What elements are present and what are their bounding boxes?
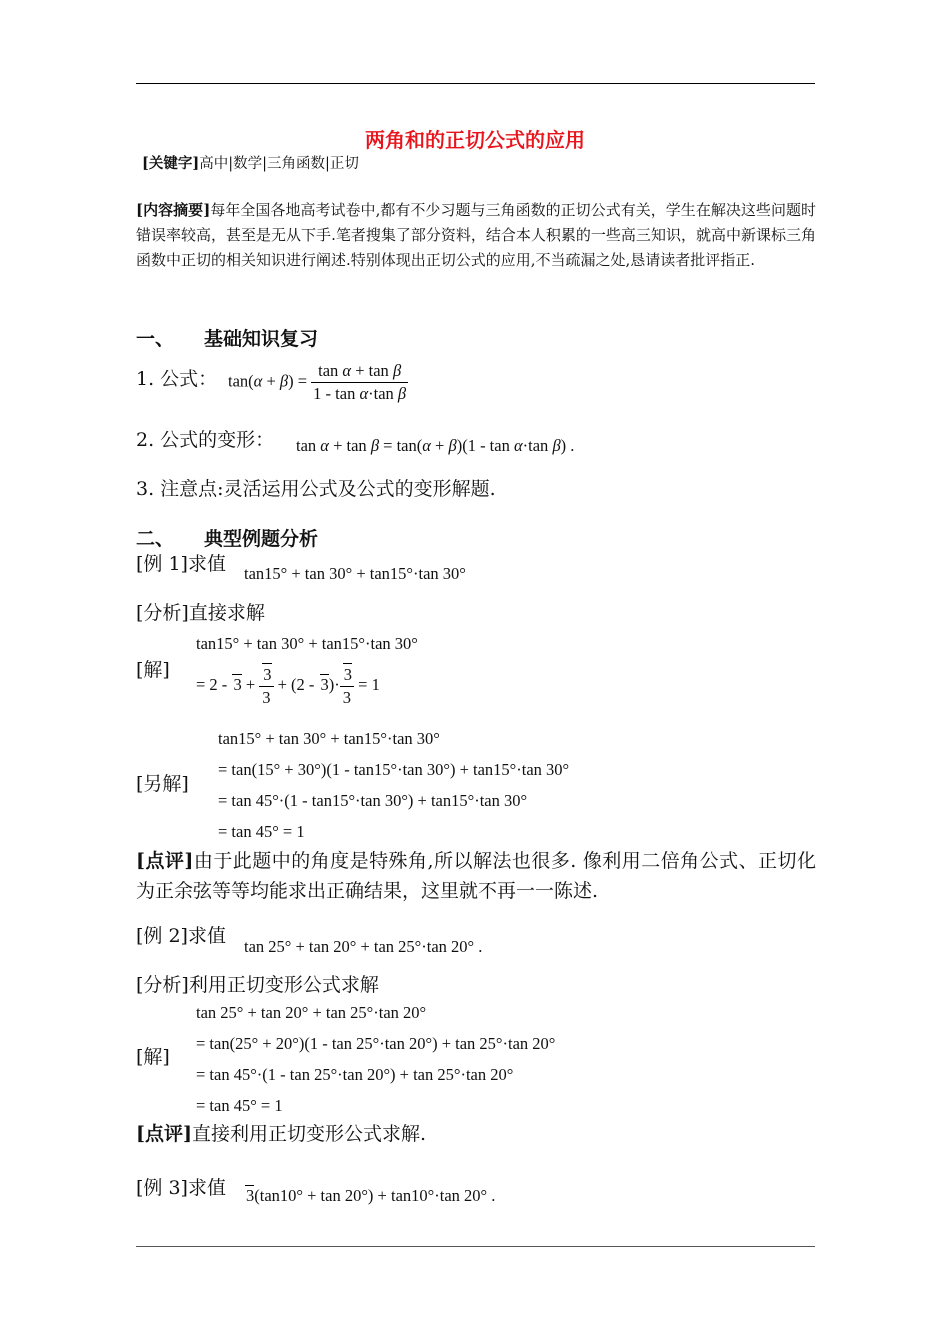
section-1-title: 基础知识复习 xyxy=(204,328,319,350)
footer-rule xyxy=(136,1246,815,1247)
ex1-comment-label: [点评] xyxy=(136,850,194,872)
abstract xyxy=(136,198,816,273)
ex2-text: 求值 xyxy=(187,925,226,947)
section-2-num: 二、 xyxy=(136,528,175,550)
ex1-alt-line-2: = tan(15° + 30°)(1 - tan15°·tan 30°) + tan15°·tan 30° xyxy=(218,760,570,779)
ex1-alt-line-4: = tan 45° = 1 xyxy=(218,822,305,841)
ex1-analysis xyxy=(136,598,265,625)
abstract-label: [内容摘要] xyxy=(136,201,211,219)
formula-1: tan(α + β) = $\frac{\text{tan α + tan β}}{\text{1 - tan α·tan β}}$ xyxy=(228,361,407,403)
page-title: 两角和的正切公式的应用 xyxy=(365,128,585,152)
ex2-analysis xyxy=(136,970,379,997)
ex2-expression: tan 25° + tan 20° + tan 25°·tan 20° . xyxy=(244,937,483,956)
ex2-solution-line-3: = tan 45°·(1 - tan 25°·tan 20°) + tan 25°·tan 20° xyxy=(196,1065,514,1084)
section-2-heading xyxy=(136,524,318,551)
ex1-alt-line-3: = tan 45°·(1 - tan15°·tan 30°) + tan15°·tan 30° xyxy=(218,791,528,810)
ex3-label-text: [例 3] xyxy=(136,1177,188,1199)
ex2-comment-label: [点评] xyxy=(136,1123,192,1145)
ex2-solution-line-2: = tan(25° + 20°)(1 - tan 25°·tan 20°) + tan 25°·tan 20° xyxy=(196,1034,556,1053)
item-3-label: 3. 注意点:灵活运用公式及公式的变形解题. xyxy=(136,478,496,500)
ex3-label xyxy=(136,1173,226,1200)
ex1-expression: tan15° + tan 30° + tan15°·tan 30° xyxy=(244,564,466,583)
header-rule xyxy=(136,83,815,84)
ex1-label-text: [例 1] xyxy=(136,553,188,575)
ex2-solution-line-1: tan 25° + tan 20° + tan 25°·tan 20° xyxy=(196,1003,427,1022)
ex1-alt-label: [另解] xyxy=(136,773,189,795)
keywords-label: [关键字] xyxy=(142,155,200,172)
ex2-solution-label: [解] xyxy=(136,1046,170,1068)
ex2-label-text: [例 2] xyxy=(136,925,188,947)
ex1-analysis-text: 直接求解 xyxy=(188,602,265,624)
formula-2: tan α + tan β = tan(α + β)(1 - tan α·tan β) . xyxy=(296,436,575,455)
ex2-analysis-text: 利用正切变形公式求解 xyxy=(188,974,379,996)
ex2-solution-line-4: = tan 45° = 1 xyxy=(196,1096,283,1115)
section-1-num: 一、 xyxy=(136,328,175,350)
ex2-analysis-label: [分析] xyxy=(136,974,189,996)
ex1-solution-line-1: tan15° + tan 30° + tan15°·tan 30° xyxy=(196,634,418,653)
section-1-heading xyxy=(136,324,318,351)
ex2-comment xyxy=(136,1119,426,1146)
ex2-comment-text: 直接利用正切变形公式求解. xyxy=(191,1123,427,1145)
ex3-text: 求值 xyxy=(187,1177,226,1199)
ex1-label xyxy=(136,549,226,576)
ex1-solution-label: [解] xyxy=(136,659,170,681)
section-2-title: 典型例题分析 xyxy=(204,528,319,550)
ex1-comment-text: 由于此题中的角度是特殊角,所以解法也很多. 像利用二倍角公式、正切化为正余弦等等均能求出正确结果，这里就不再一一陈述. xyxy=(136,850,816,902)
keywords xyxy=(142,152,359,173)
ex2-label xyxy=(136,921,226,948)
ex3-expression: 3(tan10° + tan 20°) + tan10°·tan 20° . xyxy=(246,1186,496,1205)
keywords-text: 高中|数学|三角函数|正切 xyxy=(199,156,359,172)
ex1-comment xyxy=(136,846,816,906)
item-1-label: 1. 公式： xyxy=(136,368,218,390)
ex1-alt-line-1: tan15° + tan 30° + tan15°·tan 30° xyxy=(218,729,440,748)
ex1-solution-line-2: = 2 - 3 + $\frac{3}{3}$ + (2 - 3)· $\frac{3}{3}$ = 1 xyxy=(196,665,380,707)
item-2-label: 2. 公式的变形： xyxy=(136,429,275,451)
ex1-text: 求值 xyxy=(187,553,226,575)
ex1-analysis-label: [分析] xyxy=(136,602,189,624)
abstract-text: 每年全国各地高考试卷中,都有不少习题与三角函数的正切公式有关，学生在解决这些问题时错误率较高，甚至是无从下手.笔者搜集了部分资料，结合本人积累的一些高三知识，就高中新课标三角函数中正切的相关知识进行阐述.特别体现出正切公式的应用,不当疏漏之处,恳请读者批评指正. xyxy=(136,201,816,269)
